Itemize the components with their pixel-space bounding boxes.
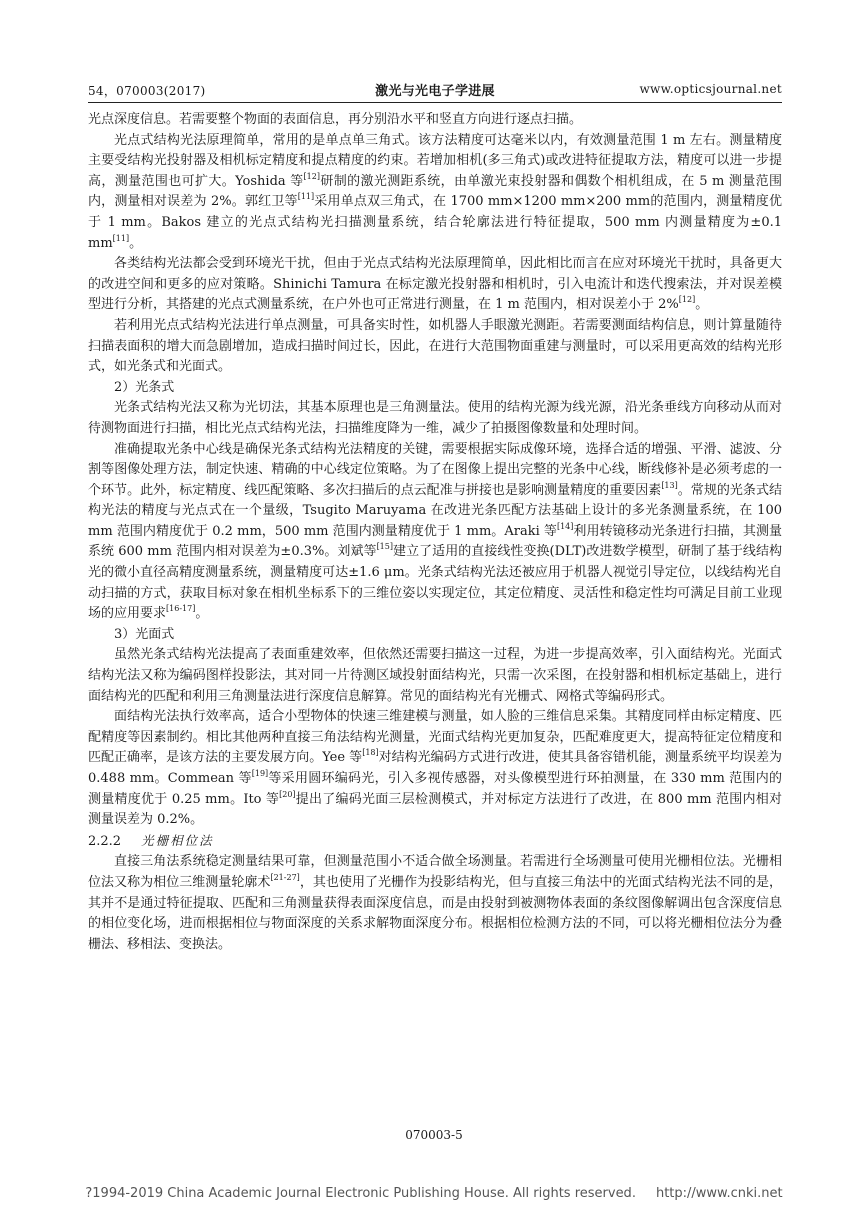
citation-ref[interactable]: [15] (376, 542, 393, 552)
copyright-footer (0, 1186, 868, 1201)
section-title: 光栅相位法 (141, 832, 214, 848)
citation-ref[interactable]: [21-27] (270, 872, 300, 882)
citation-ref[interactable]: [12] (303, 171, 320, 181)
page-number: 070003-5 (405, 1128, 463, 1142)
paragraph: 面结构光法执行效率高，适合小型物体的快速三维建模与测量，如人脸的三维信息采集。其精度同样由标定精度、匹配精度等因素制约。相比其他两种直接三角法结构光测量，光面式结构光更加复杂，匹配难度更大，提高特征定位精度和匹配正确率，是该方法的主要发展方向。Yee 等[18]对结构光编码方式进行改进，使其具备容错机能，测量系统平均误差为 0.488 mm。Commean 等[19]等采用圆环编码光，引入多视传感器，对头像模型进行环拍测量，在 330 mm 范围内的测量精度优于 0.25 mm。Ito 等[20]提出了编码光面三层检测模式，并对标定方法进行了改进，在 800 mm 范围内相对测量误差为 0.2%。 (88, 709, 782, 828)
citation-ref[interactable]: [13] (661, 480, 678, 490)
citation-ref[interactable]: [12] (678, 295, 696, 305)
article-body (88, 110, 782, 955)
journal-title: 激光与光电子学进展 (375, 84, 495, 99)
citation-label: 54，070003(2017) (88, 84, 206, 98)
cnki-link[interactable]: http://www.cnki.net (655, 1186, 783, 1201)
journal-url-link[interactable]: www.opticsjournal.net (639, 82, 782, 96)
paragraph: 若利用光点式结构光法进行单点测量，可具备实时性，如机器人手眼激光测距。若需要测面结构信息，则计算量随待扫描表面积的增大而急剧增加，造成扫描时间过长，因此，在进行大范围物面重建与测量时，可以采用更高效的结构光形式，如光条式和光面式。 (88, 317, 782, 375)
paragraph: 直接三角法系统稳定测量结果可靠，但测量范围小不适合做全场测量。若需进行全场测量可使用光栅相位法。光栅相位法又称为相位三维测量轮廓术[21-27]，其也使用了光栅作为投影结构光，但与直接三角法中的光面式结构光法不同的是，其并不是通过特征提取、匹配和三角测量获得表面深度信息，而是由投射到被测物体表面的条纹图像解调出包含深度信息的相位变化场，进而根据相位与物面深度的关系求解物面深度分布。根据相位检测方法的不同，可以将光栅相位法分为叠栅法、移相法、变换法。 (88, 854, 782, 952)
paragraph: 光点深度信息。若需要整个物面的表面信息，再分别沿水平和竖直方向进行逐点扫描。 (88, 112, 583, 127)
citation-ref[interactable]: [16-17] (166, 604, 196, 614)
paragraph: 光条式结构光法又称为光切法，其基本原理也是三角测量法。使用的结构光源为线光源，沿光条垂线方向移动从而对待测物面进行扫描，相比光点式结构光法，扫描维度降为一维，减少了拍摄图像数量和处理时间。 (88, 400, 782, 436)
subsection-heading: 2）光条式 (114, 379, 175, 395)
copyright-text: ?1994-2019 China Academic Journal Electronic Publishing House. All rights reserved. (85, 1186, 636, 1201)
citation-ref[interactable]: [11] (112, 233, 130, 243)
subsection-heading: 3）光面式 (114, 626, 175, 642)
paragraph: 准确提取光条中心线是确保光条式结构光法精度的关键，需要根据实际成像环境，选择合适的增强、平滑、滤波、分割等图像处理方法，制定快速、精确的中心线定位策略。为了在图像上提出完整的光条中心线，断线修补是必须考虑的一个环节。此外，标定精度、线匹配策略、多次扫描后的点云配准与拼接也是影响测量精度的重要因素[13]。常规的光条式结构光法的精度与光点式在一个量级，Tsugito Maruyama 在改进光条匹配方法基础上设计的多光条测量系统，在 100 mm 范围内精度优于 0.2 mm，500 mm 范围内测量精度优于 1 mm。Araki 等[14]利用转镜移动光条进行扫描，其测量系统 600 mm 范围内相对误差为±0.3%。刘斌等[15]建立了适用的直接线性变换(DLT)改进数学模型，研制了基于线结构光的微小直径高精度测量系统，测量精度可达±1.6 μm。光条式结构光法还被应用于机器人视觉引导定位，以线结构光自动扫描的方式，获取目标对象在相机坐标系下的三维位姿以实现定位，其定位精度、灵活性和稳定性均可满足目前工业现场的应用要求[16-17]。 (88, 441, 782, 622)
citation-ref[interactable]: [19] (251, 769, 269, 778)
paragraph: 光点式结构光法原理简单，常用的是单点单三角式。该方法精度可达毫米以内，有效测量范围 1 m 左右。测量精度主要受结构光投射器及相机标定精度和提点精度的约束。若增加相机(多三角式)或改进特征提取方法，精度可以进一步提高，测量范围也可扩大。Yoshida 等[12]研制的激光测距系统，由单激光束投射器和偶数个相机组成，在 5 m 测量范围内，测量相对误差为 2%。郭红卫等[11]采用单点双三角式，在 1700 mm×1200 mm×200 mm的范围内，测量精度优于 1 mm。Bakos 建立的光点式结构光扫描测量系统，结合轮廓法进行特征提取，500 mm 内测量精度为±0.1 mm[11]。 (88, 132, 782, 251)
paragraph: 各类结构光法都会受到环境光干扰，但由于光点式结构光法原理简单，因此相比而言在应对环境光干扰时，具备更大的改进空间和更多的应对策略。Shinichi Tamura 在标定激光投射器和相机时，引入电流计和迭代搜索法，并对误差模型进行分析，其搭建的光点式测量系统，在户外也可正常进行测量，在 1 m 范围内，相对误差小于 2%[12]。 (88, 256, 782, 313)
running-header (88, 80, 782, 103)
citation-ref[interactable]: [11] (297, 192, 315, 202)
citation-ref[interactable]: [20] (279, 789, 296, 799)
citation-ref[interactable]: [14] (556, 521, 574, 531)
paragraph: 虽然光条式结构光法提高了表面重建效率，但依然还需要扫描这一过程，为进一步提高效率，引入面结构光。光面式结构光法又称为编码图样投影法，其对同一片待测区域投射面结构光，只需一次采图，在投射器和相机标定基础上，进行面结构光的匹配和利用三角测量法进行深度信息解算。常见的面结构光有光栅式、网格式等编码形式。 (88, 647, 782, 704)
citation-ref[interactable]: [18] (362, 748, 379, 758)
section-number: 2.2.2 (88, 833, 122, 849)
section-heading (88, 831, 782, 853)
